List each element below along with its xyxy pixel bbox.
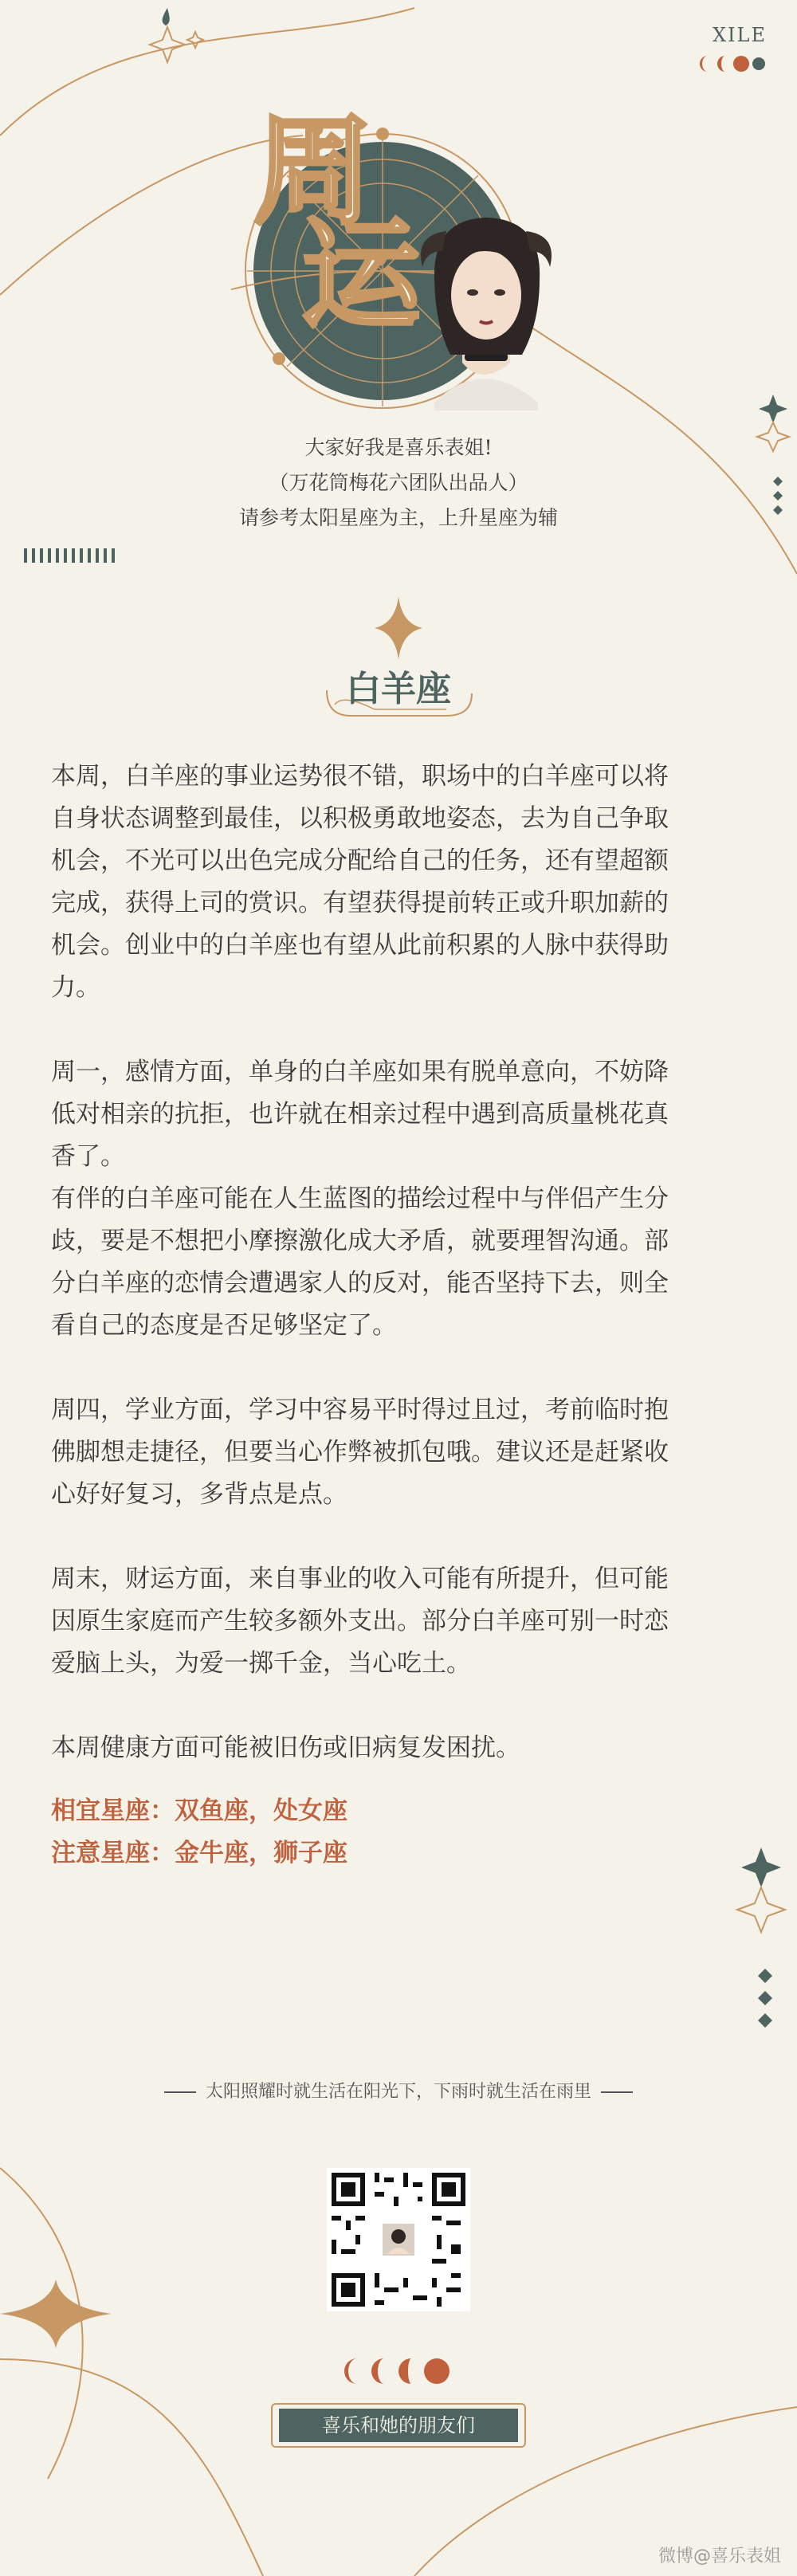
text-line: 本周健康方面可能被旧伤或旧病复发困扰。	[51, 1734, 520, 1762]
drop-icon	[163, 8, 170, 26]
paragraph-wealth	[51, 1558, 752, 1685]
intro-text	[0, 430, 797, 536]
title-char-yun: 运	[301, 205, 422, 345]
paragraph-love	[51, 1051, 752, 1347]
motto-text: 太阳照耀时就生活在阳光下，下雨时就生活在雨里	[205, 2082, 591, 2102]
sparkle-icon	[150, 27, 203, 62]
dash-right	[601, 2091, 633, 2093]
four-point-star-icon	[375, 596, 422, 660]
text-line: 周末，财运方面，来自事业的收入可能有所提升，但可能	[51, 1565, 669, 1593]
compatible-signs: 相宜星座：双鱼座，处女座	[51, 1797, 347, 1825]
paragraph-health	[51, 1727, 752, 1769]
portrait-illustration	[402, 203, 562, 410]
stripe-decoration	[24, 548, 120, 563]
text-line: 低对相亲的抗拒，也许就在相亲过程中遇到高质量桃花真	[51, 1100, 669, 1129]
text-line: 周一，感情方面，单身的白羊座如果有脱单意向，不妨降	[51, 1058, 669, 1086]
text-line: 看自己的态度是否足够坚定了。	[51, 1311, 397, 1340]
text-line: 自身状态调整到最佳，以积极勇敢地姿态，去为自己争取	[51, 804, 669, 833]
brand-name: XILE	[712, 24, 767, 46]
paragraph-career	[51, 756, 752, 1009]
text-line: 心好好复习，多背点是点。	[51, 1480, 347, 1509]
text-line: 香了。	[51, 1142, 125, 1171]
text-line: 因原生家庭而产生较多额外支出。部分白羊座可别一时恋	[51, 1607, 669, 1636]
text-line: 有伴的白羊座可能在人生蓝图的描绘过程中与伴侣产生分	[51, 1184, 669, 1213]
text-line: 歧，要是不想把小摩擦激化成大矛盾，就要理智沟通。部	[51, 1227, 669, 1255]
paragraph-study	[51, 1389, 752, 1516]
moon-phase-icon-bottom	[343, 2355, 454, 2387]
text-line: 本周，白羊座的事业运势很不错，职场中的白羊座可以将	[51, 762, 669, 791]
sign-title: 白羊座	[346, 669, 451, 709]
intro-line-greeting: 大家好我是喜乐表姐!	[304, 436, 493, 459]
moon-phase-icon	[698, 54, 765, 73]
weibo-watermark: 微博@喜乐表姐	[658, 2547, 781, 2566]
large-star-icon	[0, 2280, 112, 2348]
text-line: 周四，学业方面，学习中容易平时得过且过，考前临时抱	[51, 1396, 669, 1424]
text-line: 分白羊座的恋情会遭遇家人的反对，能否坚持下去，则全	[51, 1269, 669, 1298]
intro-line-team: （万花筒梅花六团队出品人）	[269, 471, 528, 494]
footer-banner: 喜乐和她的朋友们	[279, 2409, 518, 2442]
motto	[0, 2078, 797, 2103]
horoscope-content	[51, 756, 752, 1875]
dash-left	[164, 2091, 196, 2093]
title-char-zhou: 周	[253, 101, 374, 242]
text-line: 力。	[51, 973, 100, 1002]
text-line: 爱脑上头，为爱一掷千金，当心吃土。	[51, 1649, 471, 1678]
intro-line-note: 请参考太阳星座为主，上升星座为辅	[238, 506, 558, 529]
qr-code[interactable]	[327, 2168, 470, 2311]
text-line: 佛脚想走捷径，但要当心作弊被抓包哦。建议还是赶紧收	[51, 1438, 669, 1467]
text-line: 完成，获得上司的赏识。有望获得提前转正或升职加薪的	[51, 889, 669, 917]
sign-header	[0, 662, 797, 717]
text-line: 机会。创业中的白羊座也有望从此前积累的人脉中获得助	[51, 931, 669, 960]
text-line: 机会，不光可以出色完成分配给自己的任务，还有望超额	[51, 846, 669, 875]
caution-signs: 注意星座：金牛座，狮子座	[51, 1839, 347, 1867]
